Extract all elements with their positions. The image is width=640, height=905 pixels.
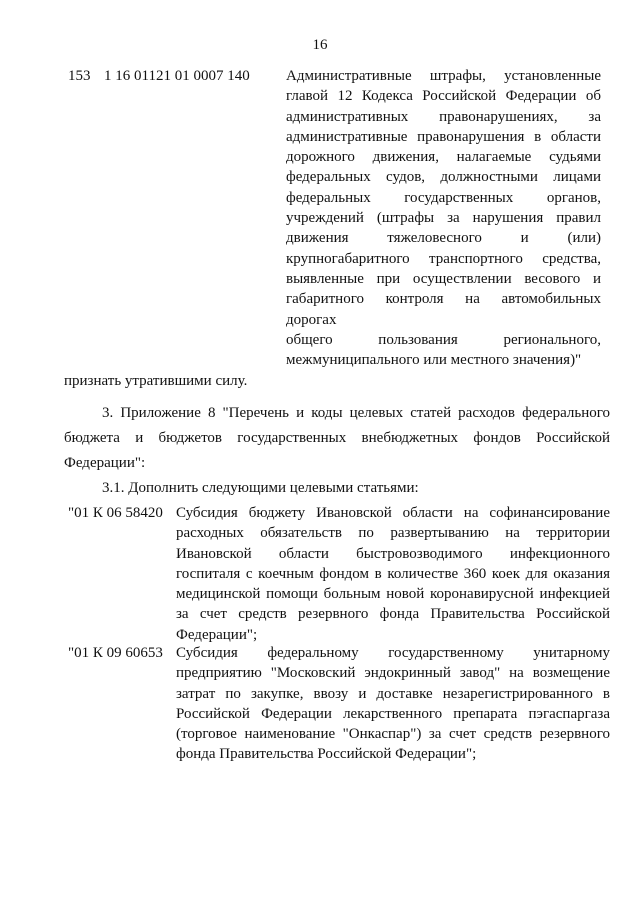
description-line: административные правонарушения в области xyxy=(286,128,601,145)
paragraph-3-1: 3.1. Дополнить следующими целевыми статьями: xyxy=(102,480,419,496)
description-line: межмуниципального или местного значения)" xyxy=(286,352,582,369)
page-number: 16 xyxy=(312,37,328,53)
description-line: федеральных судов, должностными лицами xyxy=(286,169,601,186)
article-line: расходных обязательств по развертыванию на территории xyxy=(176,525,610,542)
description-line: крупногабаритного транспортного средства, xyxy=(286,250,601,267)
article-code: "01 К 06 58420 xyxy=(68,505,163,521)
article-line: Субсидия федеральному государственному унитарному xyxy=(176,645,610,661)
article-line: Федерации"; xyxy=(176,626,258,643)
article-line: (торговое наименование "Онкаспар") за счет средств резервного xyxy=(176,726,610,743)
article-line: госпиталя с коечным фондом в количестве 360 коек для оказания xyxy=(176,565,610,582)
description-line: габаритного контроля на автомобильных дорогах xyxy=(286,291,601,328)
article-description xyxy=(176,503,610,645)
article-line: Ивановской области быстровозводимого инфекционного xyxy=(176,545,610,562)
description-line: выявленные при осуществлении весового и xyxy=(286,270,601,287)
description-line: учреждений (штрафы за нарушения правил xyxy=(286,210,601,227)
article-line: фонда Правительства Российской Федерации"; xyxy=(176,746,477,763)
article-line: Субсидия бюджету Ивановской области на софинансирование xyxy=(176,505,610,521)
row-number: 153 xyxy=(68,68,91,84)
article-line: предприятию "Московский эндокринный завод" на возмещение xyxy=(176,665,610,682)
void-statement: признать утратившими силу. xyxy=(64,373,248,389)
row-description xyxy=(286,66,601,370)
paragraph-3 xyxy=(64,401,610,476)
article-code: "01 К 09 60653 xyxy=(68,645,163,661)
description-line: дорожного движения, налагаемые судьями xyxy=(286,149,601,166)
paragraph-line: бюджета и бюджетов государственных внебюджетных фондов Российской xyxy=(64,430,610,446)
description-line: движения тяжеловесного и (или) xyxy=(286,230,601,247)
description-line: Административные штрафы, установленные xyxy=(286,68,601,84)
description-line: общего пользования регионального, xyxy=(286,331,601,348)
paragraph-line: 3. Приложение 8 "Перечень и коды целевых статей расходов федерального xyxy=(102,405,610,421)
description-line: административных правонарушениях, за xyxy=(286,108,601,125)
article-line: затрат по закупке, ввозу и доставке незарегистрированного в xyxy=(176,685,610,702)
description-line: главой 12 Кодекса Российской Федерации об xyxy=(286,88,601,105)
article-description xyxy=(176,643,610,765)
budget-classification-code: 1 16 01121 01 0007 140 xyxy=(104,68,250,84)
paragraph-line: Федерации": xyxy=(64,455,146,471)
article-line: Российской Федерации лекарственного препарата пэгаспаргаза xyxy=(176,705,610,722)
article-line: за счет средств резервного фонда Правительства Российской xyxy=(176,606,610,623)
article-line: медицинской помощи больным новой коронавирусной инфекцией xyxy=(176,586,610,603)
description-line: федеральных государственных органов, xyxy=(286,189,601,206)
